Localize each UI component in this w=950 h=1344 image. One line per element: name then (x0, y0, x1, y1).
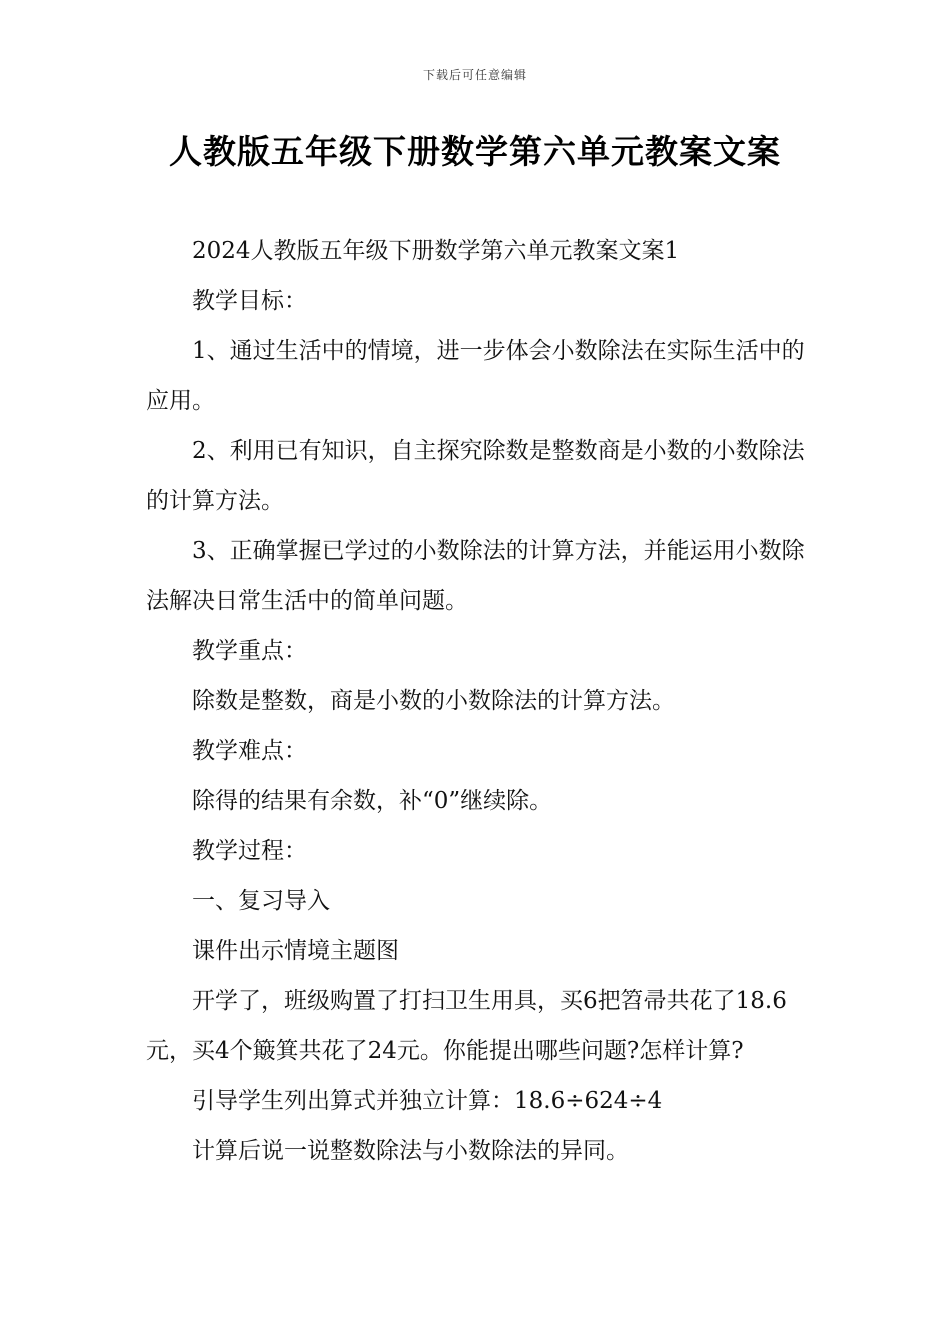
paragraph-key-point: 除数是整数，商是小数的小数除法的计算方法。 (192, 688, 675, 714)
paragraph-difficulty: 除得的结果有余数，补“0”继续除。 (192, 788, 553, 814)
paragraph-scene: 课件出示情境主题图 (192, 938, 399, 964)
paragraph-key-point-heading: 教学重点： (192, 638, 307, 664)
paragraph-problem: 开学了，班级购置了打扫卫生用具，买6把笤帚共花了18.6元，买4个簸箕共花了24元。你能提出哪些问题?怎样计算? (146, 988, 787, 1064)
paragraph-objective-1: 1、通过生活中的情境，进一步体会小数除法在实际生活中的应用。 (146, 338, 805, 414)
paragraph-objective-3: 3、正确掌握已学过的小数除法的计算方法，并能运用小数除法解决日常生活中的简单问题。 (146, 538, 805, 614)
document-body (146, 226, 808, 1176)
document-title: 人教版五年级下册数学第六单元教案文案 (169, 132, 781, 171)
paragraph-difficulty-heading: 教学难点： (192, 738, 307, 764)
paragraph-objective-2: 2、利用已有知识，自主探究除数是整数商是小数的小数除法的计算方法。 (146, 438, 805, 514)
paragraph-subtitle: 2024人教版五年级下册数学第六单元教案文案1 (192, 238, 680, 264)
paragraph-calculation: 引导学生列出算式并独立计算：18.6÷624÷4 (192, 1088, 663, 1114)
header-note: 下载后可任意编辑 (422, 68, 527, 82)
paragraph-comparison: 计算后说一说整数除法与小数除法的异同。 (192, 1138, 629, 1164)
paragraph-review-heading: 一、复习导入 (192, 888, 330, 914)
paragraph-objectives-heading: 教学目标： (192, 288, 307, 314)
paragraph-process-heading: 教学过程： (192, 838, 307, 864)
